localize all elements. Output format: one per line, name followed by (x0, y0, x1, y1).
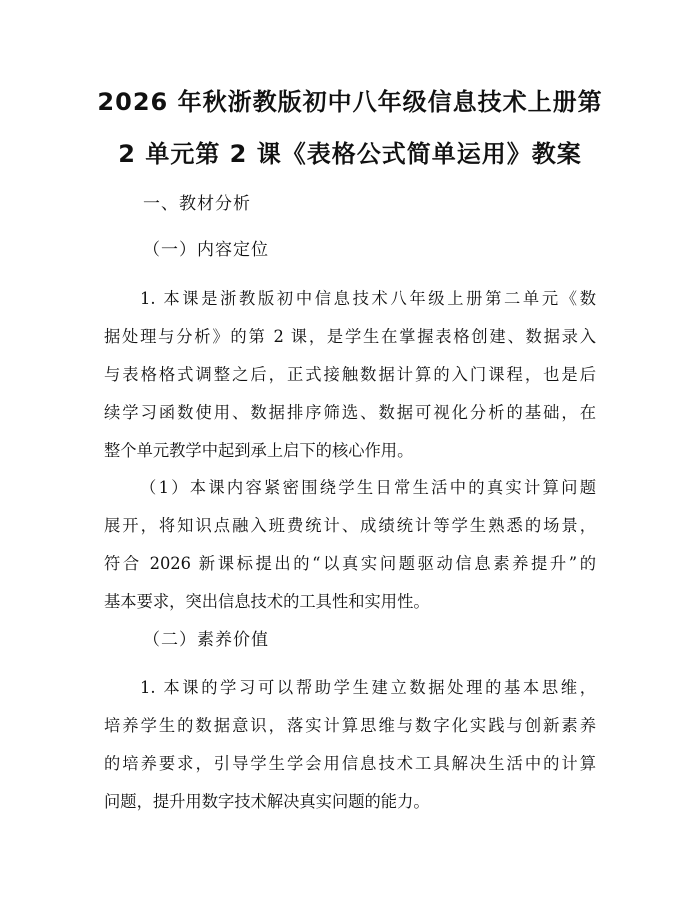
document-title-line-1: 2026 年秋浙教版初中八年级信息技术上册第 (97, 88, 603, 116)
paragraph-line: 的培养要求，引导学生学会用信息技术工具解决生活中的计算 (104, 754, 596, 773)
paragraph-line: 问题，提升用数字技术解决真实问题的能力。 (104, 792, 430, 811)
paragraph-line: 与表格格式调整之后，正式接触数据计算的入门课程，也是后 (104, 365, 596, 384)
paragraph-line: 展开，将知识点融入班费统计、成绩统计等学生熟悉的场景， (104, 516, 596, 535)
paragraph-line: 培养学生的数据意识，落实计算思维与数字化实践与创新素养 (104, 716, 596, 735)
paragraph-line: 1. 本课的学习可以帮助学生建立数据处理的基本思维， (140, 678, 596, 697)
paragraph-literacy-value (104, 669, 596, 821)
paragraph-line: 基本要求，突出信息技术的工具性和实用性。 (104, 592, 430, 611)
paragraph-line: 1. 本课是浙教版初中信息技术八年级上册第二单元《数 (140, 289, 596, 308)
paragraph-real-problems (104, 469, 596, 621)
paragraph-line: 符合 2026 新课标提出的“以真实问题驱动信息素养提升”的 (104, 554, 596, 573)
paragraph-content-positioning (104, 280, 596, 470)
paragraph-line: 续学习函数使用、数据排序筛选、数据可视化分析的基础，在 (104, 403, 596, 422)
paragraph-line: 据处理与分析》的第 2 课，是学生在掌握表格创建、数据录入 (104, 327, 596, 346)
document-title-line-2: 2 单元第 2 课《表格公式简单运用》教案 (118, 140, 582, 168)
subsection-heading-content-positioning: （一）内容定位 (143, 240, 269, 260)
paragraph-line: 整个单元教学中起到承上启下的核心作用。 (104, 441, 414, 460)
section-heading-textbook-analysis: 一、教材分析 (143, 194, 251, 214)
subsection-heading-literacy-value: （二）素养价值 (143, 630, 269, 650)
paragraph-line: （1）本课内容紧密围绕学生日常生活中的真实计算问题 (140, 478, 596, 497)
